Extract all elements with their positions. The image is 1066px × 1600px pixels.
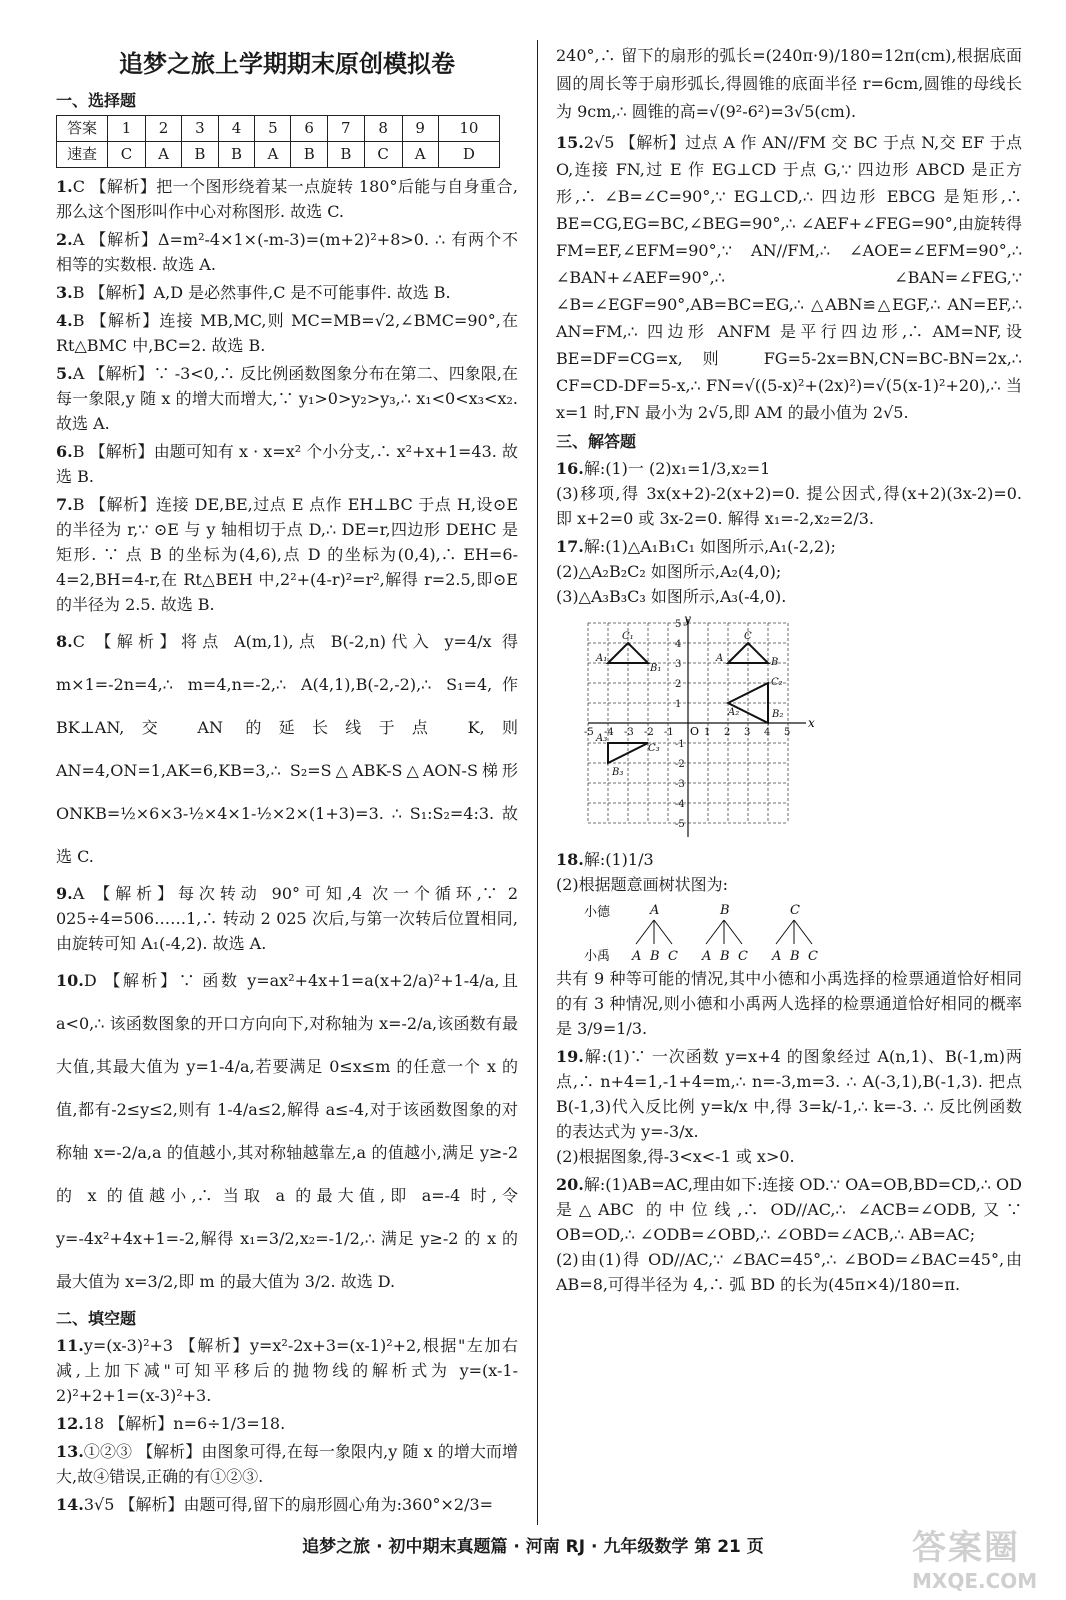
table-cell: 5 <box>255 116 291 142</box>
table-cell: C <box>108 142 146 168</box>
item-text: A 【解析】每次转动 90°可知,4 次一个循环,∵ 2 025÷4=506……1,∴ 转动 2 025 次后,与第一次转后位置相同,由旋转可知 A₁(-4,2). 故选 A. <box>56 884 518 953</box>
answer-item-20 <box>556 1172 1022 1297</box>
item-text: 解:(1)△A₁B₁C₁ 如图所示,A₁(-2,2); <box>583 537 836 556</box>
tree-node-leaf: A <box>772 949 782 964</box>
tree-branch <box>724 920 742 944</box>
answer-table <box>56 115 500 168</box>
tree-node-leaf: B <box>720 949 730 964</box>
table-cell: 7 <box>328 116 365 142</box>
label-c3: C₃ <box>648 743 660 754</box>
answer-item-18 <box>556 847 1022 897</box>
left-column <box>56 42 518 1520</box>
label-b: B <box>771 657 779 668</box>
item-number: 8. <box>56 632 73 651</box>
item-number: 10. <box>56 971 84 990</box>
item-number: 20. <box>556 1175 584 1194</box>
table-cell: B <box>328 142 365 168</box>
item-number: 15. <box>556 133 584 152</box>
tree-branch <box>776 920 794 944</box>
answer-item-19 <box>556 1044 1022 1169</box>
right-column <box>556 42 1022 1300</box>
label-c2: C₂ <box>771 677 783 688</box>
tree-branch <box>794 920 812 944</box>
x-tick-label: -1 <box>664 727 674 738</box>
item-text: (3)移项,得 3x(x+2)-2(x+2)=0. 提公因式,得(x+2)(3x-2)=0. 即 x+2=0 或 3x-2=0. 解得 x₁=-2,x₂=2/3. <box>556 484 1022 528</box>
table-cell: A <box>146 142 182 168</box>
answer-item-12 <box>56 1411 518 1436</box>
tree-diagram <box>584 900 844 966</box>
table-cell: 4 <box>218 116 255 142</box>
tree-node-top: A <box>650 903 660 918</box>
page-footer: 追梦之旅 · 初中期末真题篇 · 河南 RJ · 九年级数学 第 21 页 <box>302 1537 764 1557</box>
answer-item-14 <box>56 1492 518 1517</box>
answer-item-18-conclusion: 共有 9 种等可能的情况,其中小德和小禹选择的检票通道恰好相同的有 3 种情况,则小德和小禹两人选择的检票通道恰好相同的概率是 3/9=1/3. <box>556 969 1022 1038</box>
table-cell: 6 <box>291 116 328 142</box>
answer-item-11 <box>56 1333 518 1408</box>
table-cell: B <box>291 142 328 168</box>
item-text: 解:(1)AB=AC,理由如下:连接 OD.∵ OA=OB,BD=CD,∴ OD 是△ABC 的中位线,∴ OD//AC,∴ ∠ACB=∠ODB,又∵ OB=OD,∴ ∠ODB=∠OBD,∴ ∠OBD=∠ACB,∴ AB=AC; <box>556 1175 1022 1244</box>
item-text: (2)△A₂B₂C₂ 如图所示,A₂(4,0); <box>556 562 782 581</box>
table-cell: 3 <box>182 116 219 142</box>
label-b3: B₃ <box>612 767 624 778</box>
item-number: 11. <box>56 1336 84 1355</box>
item-text: 解:(1)∵ 一次函数 y=x+4 的图象经过 A(n,1)、B(-1,m)两点,∴ n+4=1,-1+4=m,∴ n=-3,m=3. ∴ A(-3,1),B(-1,3). 把点 B(-1,3)代入反比例 y=k/x 中,得 3=k/-1,∴ k=-3. ∴ 反比例函数的表达式为 y=-3/x. <box>556 1047 1022 1141</box>
x-tick-label: -4 <box>604 727 614 738</box>
tree-diagram-svg <box>584 900 844 966</box>
tree-node-leaf: B <box>790 949 800 964</box>
table-cell: 9 <box>402 116 438 142</box>
watermark-url: MXQE.COM <box>912 1569 1038 1593</box>
answer-item-7 <box>56 492 518 617</box>
item-number: 13. <box>56 1442 84 1461</box>
item-number: 17. <box>556 537 584 556</box>
table-cell: D <box>438 142 499 168</box>
item-number: 19. <box>556 1047 584 1066</box>
table-cell: 2 <box>146 116 182 142</box>
item-text: B 【解析】连接 MB,MC,则 MC=MB=√2,∠BMC=90°,在 Rt△BMC 中,BC=2. 故选 B. <box>56 311 518 355</box>
section-heading-fill: 二、填空题 <box>56 1309 137 1328</box>
answer-item-5 <box>56 361 518 436</box>
x-axis-label: x <box>808 716 815 730</box>
answer-item-9 <box>56 881 518 956</box>
item-text: C 【解析】把一个图形绕着某一点旋转 180°后能与自身重合,那么这个图形叫作中心对称图形. 故选 C. <box>56 177 518 221</box>
y-tick-label: 1 <box>675 699 682 710</box>
table-cell: 8 <box>364 116 402 142</box>
item-number: 9. <box>56 884 73 903</box>
answer-item-16 <box>556 456 1022 531</box>
tree-node-leaf: A <box>702 949 712 964</box>
item-text: (2)由(1)得 OD//AC,∵ ∠BAC=45°,∴ ∠BOD=∠BAC=45°,由 AB=8,可得半径为 4,∴ 弧 BD 的长为(45π×4)/180=π. <box>556 1250 1022 1294</box>
watermark <box>912 1520 1052 1596</box>
label-c1: C₁ <box>622 631 634 642</box>
answer-table-answer-row <box>57 142 500 168</box>
table-cell: B <box>182 142 219 168</box>
tree-node-top: B <box>720 903 730 918</box>
x-tick-label: 5 <box>784 727 791 738</box>
item-text: B 【解析】A,D 是必然事件,C 是不可能事件. 故选 B. <box>72 283 451 302</box>
answer-item-15 <box>556 129 1022 426</box>
y-tick-label: -5 <box>675 819 685 830</box>
item-number: 1. <box>56 177 73 196</box>
x-tick-label: 4 <box>764 727 771 738</box>
y-axis-label: y <box>684 613 691 626</box>
item-text: y=(x-3)²+3 【解析】y=x²-2x+3=(x-1)²+2,根据"左加右减,上加下减"可知平移后的抛物线的解析式为 y=(x-1-2)²+2+1=(x-3)²+3. <box>56 1336 518 1405</box>
y-tick-label: -4 <box>675 799 685 810</box>
answer-item-10 <box>56 959 518 1303</box>
item-text: D 【解析】∵ 函数 y=ax²+4x+1=a(x+2/a)²+1-4/a,且 a<0,∴ 该函数图象的开口方向向下,对称轴为 x=-2/a,该函数有最大值,其最大值为 y=1-4/a,若要满足 0≤x≤m 的任意一个 x 的值,都有-2≤y≤2,则有 1-4/a≤2,解得 a≤-4,对于该函数图象的对称轴 x=-2/a,a 的值越小,其对称轴越靠左,a 的值越小,满足 y≥-2 的 x 的值越小,∴ 当取 a 的最大值,即 a=-4 时,令 y=-4x²+4x+1=-2,解得 x₁=3/2,x₂=-1/2,∴ 满足 y≥-2 的 x 的最大值为 x=3/2,即 m 的最大值为 3/2. 故选 D. <box>56 971 518 1291</box>
item-number: 18. <box>556 850 584 869</box>
item-text: (2)根据图象,得-3<x<-1 或 x>0. <box>556 1147 795 1166</box>
answer-item-2 <box>56 227 518 277</box>
item-text: A 【解析】∵ -3<0,∴ 反比例函数图象分布在第二、四象限,在每一象限,y 随 x 的增大而增大,∵ y₁>0>y₂>y₃,∴ x₁<0<x₃<x₂. 故选 A. <box>56 364 518 433</box>
x-tick-label: 1 <box>704 727 711 738</box>
item-text: A 【解析】Δ=m²-4×1×(-m-3)=(m+2)²+8>0. ∴ 有两个不相等的实数根. 故选 A. <box>56 230 518 274</box>
item-text: (3)△A₃B₃C₃ 如图所示,A₃(-4,0). <box>556 587 787 606</box>
item-text: 18 【解析】n=6÷1/3=18. <box>83 1414 286 1433</box>
tree-node-leaf: B <box>650 949 660 964</box>
label-a1: A₁ <box>596 653 608 664</box>
item-number: 16. <box>556 459 584 478</box>
x-tick-label: -3 <box>624 727 634 738</box>
y-tick-label: -3 <box>675 779 685 790</box>
answer-item-17 <box>556 534 1022 609</box>
x-tick-label: -2 <box>644 727 654 738</box>
answer-item-3 <box>56 280 518 305</box>
table-cell: A <box>255 142 291 168</box>
page-title: 追梦之旅上学期期末原创模拟卷 <box>119 50 455 78</box>
watermark-logo: 答案圈 <box>912 1528 1020 1568</box>
item-number: 4. <box>56 311 73 330</box>
answer-item-1 <box>56 174 518 224</box>
y-tick-label: 2 <box>675 679 682 690</box>
item-text: 3√5 【解析】由题可得,留下的扇形圆心角为:360°×2/3= <box>83 1495 494 1514</box>
label-b1: B₁ <box>650 663 662 674</box>
answer-item-8 <box>56 620 518 878</box>
item-text: ①②③ 【解析】由图象可得,在每一象限内,y 随 x 的增大而增大,故④错误,正确的有①②③. <box>56 1442 518 1486</box>
item-text: 解:(1)一 (2)x₁=1/3,x₂=1 <box>583 459 771 478</box>
answer-item-4 <box>56 308 518 358</box>
item-number: 6. <box>56 442 73 461</box>
coordinate-grid-figure <box>578 613 818 843</box>
coordinate-grid-svg <box>578 613 818 843</box>
item-number: 3. <box>56 283 73 302</box>
item-number: 12. <box>56 1414 84 1433</box>
origin-label: O <box>690 725 700 738</box>
tree-branch <box>706 920 724 944</box>
table-header-label: 速查 <box>57 142 108 168</box>
answer-item-14-continued: 240°,∴ 留下的扇形的弧长=(240π·9)/180=12π(cm),根据底面圆的周长等于扇形弧长,得圆锥的底面半径 r=6cm,圆锥的母线长为 9cm,∴ 圆锥的高=√(9²-6²)=3√5(cm). <box>556 46 1022 121</box>
x-tick-label: 3 <box>744 727 751 738</box>
tree-row-label-1: 小德 <box>584 905 611 920</box>
table-cell: B <box>218 142 255 168</box>
tree-branch <box>636 920 654 944</box>
label-a2: A₂ <box>728 707 740 718</box>
table-header-label: 答案 <box>57 116 108 142</box>
column-divider <box>537 40 538 1525</box>
y-tick-label: 4 <box>675 639 682 650</box>
section-heading-choice: 一、选择题 <box>56 91 137 110</box>
tree-node-top: C <box>790 903 800 918</box>
y-tick-label: -1 <box>675 739 685 750</box>
answer-item-13 <box>56 1439 518 1489</box>
table-cell: 10 <box>438 116 499 142</box>
tree-branch <box>654 920 672 944</box>
tree-node-leaf: A <box>632 949 642 964</box>
item-number: 14. <box>56 1495 84 1514</box>
label-a: A <box>716 653 724 664</box>
y-tick-label: 5 <box>675 619 682 630</box>
tree-node-leaf: C <box>668 949 678 964</box>
answer-table-number-row <box>57 116 500 142</box>
item-text: C 【解析】将点 A(m,1),点 B(-2,n)代入 y=4/x 得 m×1=-2n=4,∴ m=4,n=-2,∴ A(4,1),B(-2,-2),∴ S₁=4,作 BK⊥AN,交 AN 的延长线于点 K,则 AN=4,ON=1,AK=6,KB=3,∴ S₂=S△ABK-S△AON-S梯形ONKB=½×6×3-½×4×1-½×2×(1+3)=3. ∴ S₁:S₂=4:3. 故选 C. <box>56 632 518 866</box>
label-a3: A₃ <box>596 733 608 744</box>
tree-node-leaf: C <box>738 949 748 964</box>
section-heading-solve: 三、解答题 <box>556 432 637 451</box>
item-text: B 【解析】连接 DE,BE,过点 E 点作 EH⊥BC 于点 H,设⊙E 的半径为 r,∵ ⊙E 与 y 轴相切于点 D,∴ DE=r,四边形 DEHC 是矩形. ∵ 点 B 的坐标为(4,6),点 D 的坐标为(0,4),∴ EH=6-4=2,BH=4-r,在 Rt△BEH 中,2²+(4-r)²=r²,解得 r=2.5,即⊙E 的半径为 2.5. 故选 B. <box>56 495 518 614</box>
tree-node-leaf: C <box>808 949 818 964</box>
y-tick-label: -2 <box>675 759 685 770</box>
table-cell: 1 <box>108 116 146 142</box>
item-text: B 【解析】由题可知有 x · x=x² 个小分支,∴ x²+x+1=43. 故选 B. <box>56 442 518 486</box>
item-text: 解:(1)1/3 <box>583 850 654 869</box>
label-b2: B₂ <box>772 709 784 720</box>
item-number: 5. <box>56 364 73 383</box>
label-c: C <box>744 631 752 642</box>
answer-item-6 <box>56 439 518 489</box>
item-text: 2√5 【解析】过点 A 作 AN//FM 交 BC 于点 N,交 EF 于点 O,连接 FN,过 E 作 EG⊥CD 于点 G,∵ 四边形 ABCD 是正方形,∴ ∠B=∠C=90°,∵ EG⊥CD,∴ 四边形 EBCG 是矩形,∴ BE=CG,EG=BC,∠BEG=90°,∴ ∠AEF+∠FEG=90°,由旋转得 FM=EF,∠EFM=90°,∵ AN//FM,∴ ∠AOE=∠EFM=90°,∴ ∠BAN+∠AEF=90°,∴ ∠BAN=∠FEG,∵ ∠B=∠EGF=90°,AB=BC=EG,∴ △ABN≌△EGF,∴ AN=EF,∴ AN=FM,∴ 四边形 ANFM 是平行四边形,∴ AM=NF,设 BE=DF=CG=x,则 FG=5-2x=BN,CN=BC-BN=2x,∴ CF=CD-DF=5-x,∴ FN=√((5-x)²+(2x)²)=√(5(x-1)²+20),∴ 当 x=1 时,FN 最小为 2√5,即 AM 的最小值为 2√5. <box>556 133 1022 422</box>
y-tick-label: 3 <box>675 659 682 670</box>
item-number: 7. <box>56 495 73 514</box>
x-tick-label: 2 <box>724 727 731 738</box>
table-cell: C <box>364 142 402 168</box>
tree-row-label-2: 小禹 <box>584 949 611 964</box>
table-cell: A <box>402 142 438 168</box>
item-text: (2)根据题意画树状图为: <box>556 875 729 894</box>
item-number: 2. <box>56 230 73 249</box>
x-tick-label: -5 <box>584 727 594 738</box>
